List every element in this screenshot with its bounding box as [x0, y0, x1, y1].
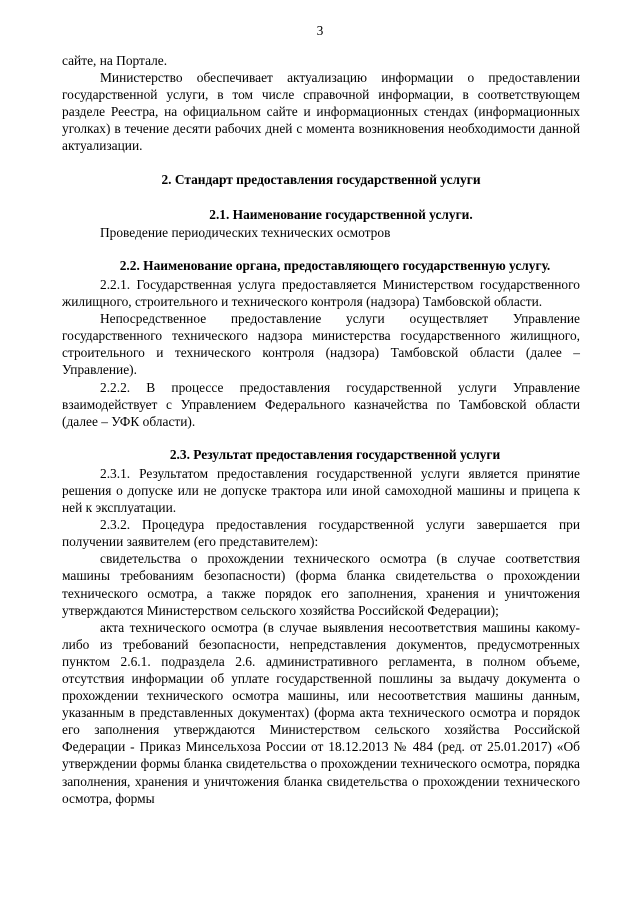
subsection-heading: 2.2. Наименование органа, предоставляющего государственную услугу. — [119, 257, 551, 273]
document-body — [62, 52, 580, 807]
paragraph: 2.3.2. Процедура предоставления государственной услуги завершается при получении заявителем (его представителем): — [62, 517, 580, 550]
paragraph: 2.2.1. Государственная услуга предоставляется Министерством государственного жилищного, строительного и технического контроля (надзора) Тамбовской области. — [62, 276, 580, 310]
paragraph: акта технического осмотра (в случае выявления несоответствия машины какому-либо из требований безопасности, непредставления документов, предусмотренных пунктом 2.6.1. подраздела 2.6. административного регламента, в полном объеме, отсутствия информации об уплате государственной пошлины за выдачу документа о прохождении технического осмотра машины, или несоответствия машины данным, указанным в представленных документах) (форма акта технического осмотра и порядок его заполнения утверждаются Министерством сельского хозяйства Российской Федерации - Приказ Минсельхоза России от 18.12.2013 № 484 (ред. от 25.01.2017) «Об утверждении формы бланка свидетельства о прохождении технического осмотра, порядка заполнения, хранения и уничтожения бланка свидетельства о прохождении технического осмотра, формы — [62, 619, 580, 806]
subsection-heading: 2.3. Результат предоставления государственной услуги — [169, 446, 501, 462]
paragraph: свидетельства о прохождении технического осмотра (в случае соответствия машины требованиям безопасности) (форма бланка свидетельства о прохождении технического осмотра, а также порядок его заполнения, хранения и уничтожения утверждаются Министерством сельского хозяйства Российской Федерации); — [62, 551, 580, 618]
paragraph: Министерство обеспечивает актуализацию информации о предоставлении государственной услуги, в том числе справочной информации, в соответствующем разделе Реестра, на официальном сайте и информационных стендах (информационных уголках) в течение десяти рабочих дней с момента возникновения необходимости данной актуализации. — [62, 70, 580, 154]
paragraph: сайте, на Портале. — [62, 53, 168, 68]
paragraph: Непосредственное предоставление услуги осуществляет Управление государственного технического надзора министерства государственного жилищного, строительного и технического контроля (надзора) Тамбовской области (далее – Управление). — [62, 311, 580, 378]
paragraph: Проведение периодических технических осмотров — [100, 224, 391, 240]
subsection-heading: 2.1. Наименование государственной услуги. — [209, 206, 473, 222]
paragraph: 2.3.1. Результатом предоставления государственной услуги является принятие решения о допуске или не допуске трактора или иной самоходной машины и прицепа к ней к эксплуатации. — [62, 465, 580, 516]
paragraph: 2.2.2. В процессе предоставления государственной услуги Управление взаимодействует с Управлением Федерального казначейства по Тамбовской области (далее – УФК области). — [62, 379, 580, 429]
page-number: 3 — [316, 23, 324, 38]
section-heading: 2. Стандарт предоставления государственной услуги — [161, 171, 481, 187]
